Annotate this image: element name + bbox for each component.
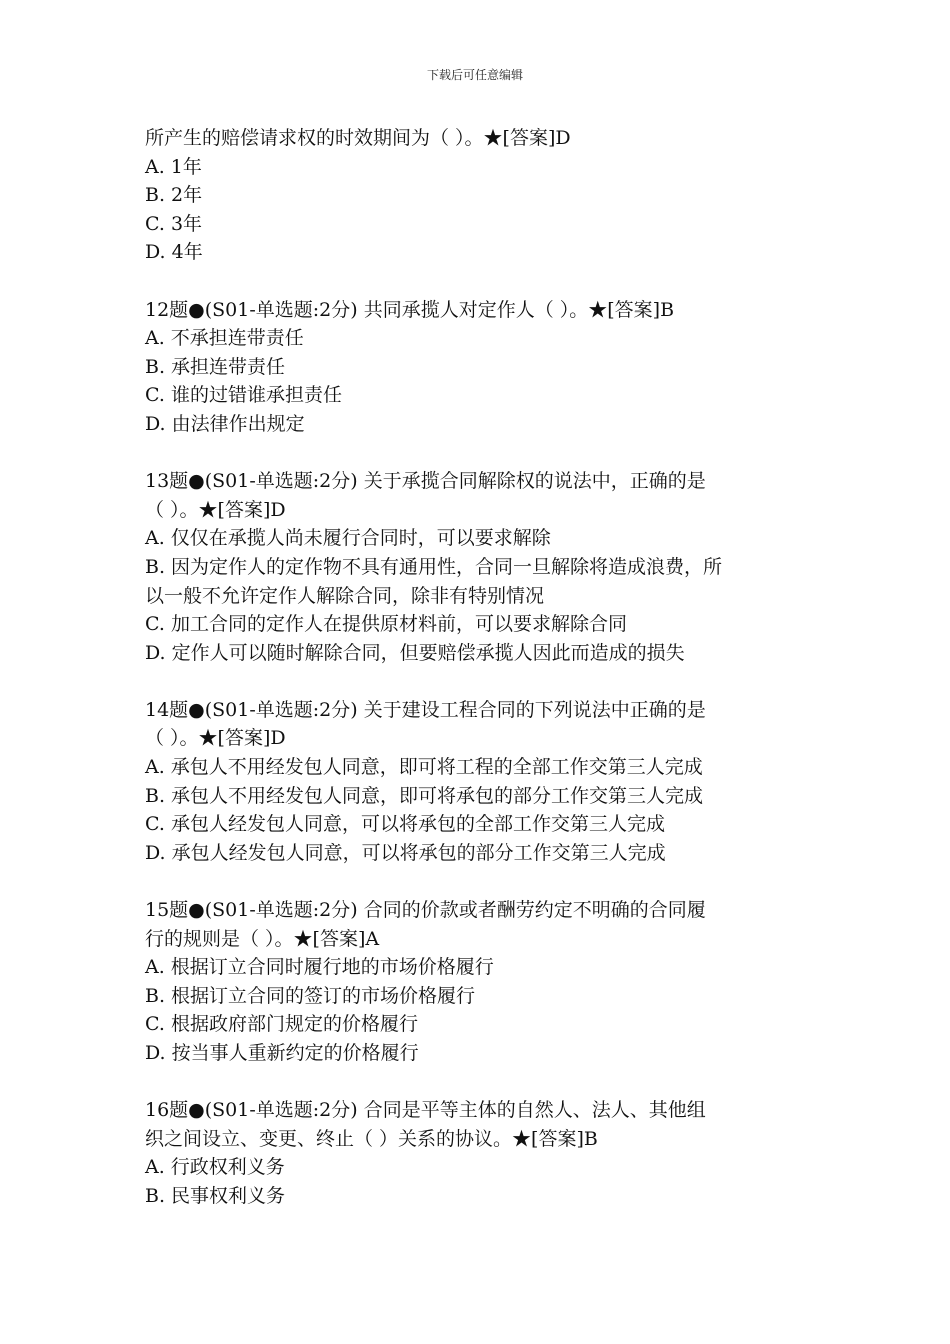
question-stem-cont: （ ）。★[答案]D: [145, 727, 286, 750]
option-b: B. 承担连带责任: [145, 355, 286, 378]
question-stem: 12题●(S01-单选题:2分) 共同承揽人对定作人（ ）。★[答案]B: [145, 298, 675, 321]
option-c: C. 根据政府部门规定的价格履行: [145, 1013, 418, 1036]
option-d: D. 定作人可以随时解除合同，但要赔偿承揽人因此而造成的损失: [145, 641, 685, 664]
option-a: A. 行政权利义务: [145, 1156, 285, 1179]
question-block: [145, 896, 815, 1068]
option-b: B. 2年: [145, 184, 203, 207]
question-block: [145, 124, 815, 267]
question-stem-cont: 织之间设立、变更、终止（ ）关系的协议。★[答案]B: [145, 1127, 598, 1150]
option-c: C. 加工合同的定作人在提供原材料前，可以要求解除合同: [145, 613, 627, 636]
option-a: A. 承包人不用经发包人同意，即可将工程的全部工作交第三人完成: [145, 756, 703, 779]
question-stem: 15题●(S01-单选题:2分) 合同的价款或者酬劳约定不明确的合同履: [145, 899, 706, 922]
question-block: [145, 467, 815, 667]
question-stem: 13题●(S01-单选题:2分) 关于承揽合同解除权的说法中，正确的是: [145, 470, 706, 493]
option-b: B. 根据订立合同的签订的市场价格履行: [145, 984, 476, 1007]
question-stem: 14题●(S01-单选题:2分) 关于建设工程合同的下列说法中正确的是: [145, 698, 706, 721]
question-block: [145, 1096, 815, 1210]
question-stem: 16题●(S01-单选题:2分) 合同是平等主体的自然人、法人、其他组: [145, 1099, 706, 1122]
option-d: D. 承包人经发包人同意，可以将承包的部分工作交第三人完成: [145, 841, 666, 864]
question-stem-cont: （ ）。★[答案]D: [145, 498, 286, 521]
question-stem: 所产生的赔偿请求权的时效期间为（ ）。★[答案]D: [145, 127, 571, 149]
option-a: A. 仅仅在承揽人尚未履行合同时，可以要求解除: [145, 527, 551, 550]
option-b: B. 因为定作人的定作物不具有通用性，合同一旦解除将造成浪费，所: [145, 555, 723, 578]
option-d: D. 4年: [145, 241, 203, 264]
option-d: D. 按当事人重新约定的价格履行: [145, 1042, 419, 1064]
document-body: [145, 124, 815, 1239]
option-c: C. 3年: [145, 212, 203, 235]
question-stem-cont: 行的规则是（ ）。★[答案]A: [145, 927, 380, 950]
option-b-cont: 以一般不允许定作人解除合同，除非有特别情况: [145, 584, 545, 607]
option-d: D. 由法律作出规定: [145, 412, 305, 435]
question-block: [145, 296, 815, 439]
page-header: 下载后可任意编辑: [426, 68, 523, 82]
option-b: B. 民事权利义务: [145, 1184, 286, 1207]
option-a: A. 根据订立合同时履行地的市场价格履行: [145, 956, 494, 979]
option-b: B. 承包人不用经发包人同意，即可将承包的部分工作交第三人完成: [145, 784, 704, 807]
option-a: A. 不承担连带责任: [145, 327, 304, 350]
question-block: [145, 696, 815, 868]
option-c: C. 谁的过错谁承担责任: [145, 384, 342, 407]
option-a: A. 1年: [145, 155, 202, 178]
option-c: C. 承包人经发包人同意，可以将承包的全部工作交第三人完成: [145, 813, 665, 836]
